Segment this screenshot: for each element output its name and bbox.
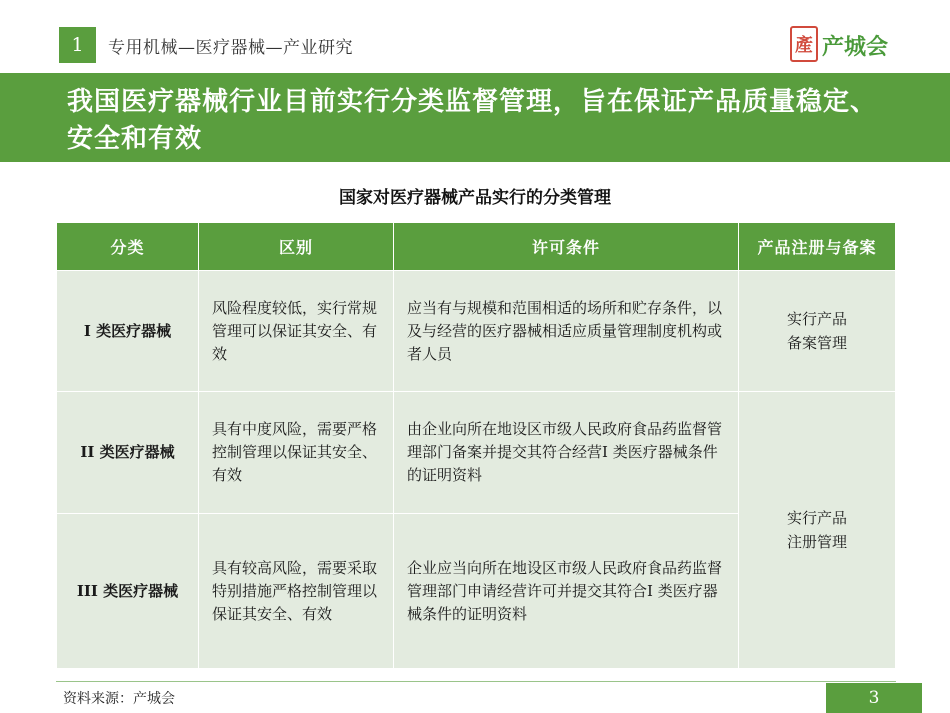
top-header: [0, 0, 950, 70]
logo-text: 产城会: [822, 35, 889, 60]
table-header-row: [57, 223, 896, 271]
header-category: 分类: [57, 223, 199, 271]
breadcrumb: 专用机械—医疗器械—产业研究: [108, 38, 353, 58]
registration-line: 注册管理: [786, 533, 847, 551]
registration-cell: [739, 271, 896, 392]
registration-cell: [739, 392, 896, 669]
difference-cell: 风险程度较低，实行常规管理可以保证其安全、有效: [199, 271, 394, 392]
title-banner: [0, 73, 950, 162]
section-number: 1: [59, 27, 96, 63]
header-registration: 产品注册与备案: [739, 223, 896, 271]
logo: [790, 24, 900, 66]
footer-divider: [56, 681, 896, 682]
table-title: 国家对医疗器械产品实行的分类管理: [339, 188, 611, 208]
conditions-cell: 企业应当向所在地设区市级人民政府食品药监督管理部门申请经营许可并提交其符合I 类医疗器械条件的证明资料: [394, 514, 739, 669]
table-row: [57, 392, 896, 514]
difference-cell: 具有中度风险，需要严格控制管理以保证其安全、有效: [199, 392, 394, 514]
registration-line: 备案管理: [786, 334, 847, 352]
table-row: [57, 271, 896, 392]
page-number: 3: [826, 683, 922, 713]
page-title: 我国医疗器械行业目前实行分类监督管理，旨在保证产品质量稳定、安全和有效: [67, 87, 878, 154]
header-conditions: 许可条件: [394, 223, 739, 271]
category-cell: I 类医疗器械: [57, 271, 199, 392]
conditions-cell: 由企业向所在地设区市级人民政府食品药监督管理部门备案并提交其符合经营I 类医疗器械条件的证明资料: [394, 392, 739, 514]
category-cell: III 类医疗器械: [57, 514, 199, 669]
logo-seal-icon: 產: [790, 26, 818, 62]
difference-cell: 具有较高风险，需要采取特别措施严格控制管理以保证其安全、有效: [199, 514, 394, 669]
conditions-cell: 应当有与规模和范围相适的场所和贮存条件，以及与经营的医疗器械相适应质量管理制度机构或者人员: [394, 271, 739, 392]
category-cell: II 类医疗器械: [57, 392, 199, 514]
registration-line: 实行产品: [786, 310, 847, 328]
source-note: 资料来源：产城会: [63, 691, 175, 707]
classification-table: [56, 222, 896, 669]
header-difference: 区别: [199, 223, 394, 271]
registration-line: 实行产品: [786, 509, 847, 527]
